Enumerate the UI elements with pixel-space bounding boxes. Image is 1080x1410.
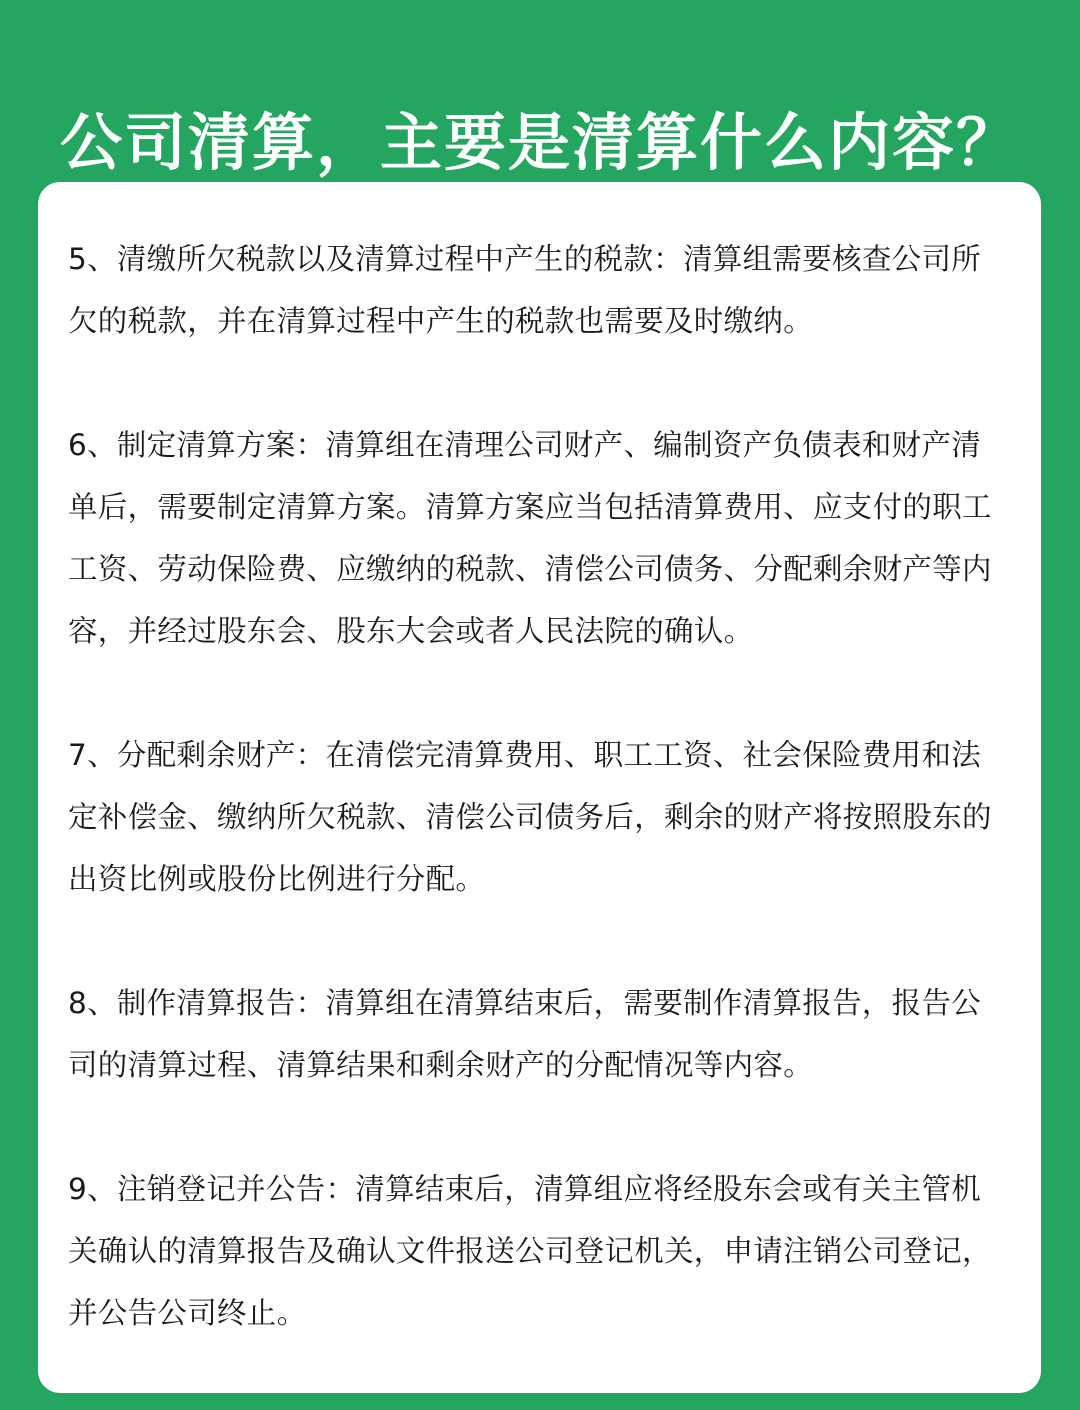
paragraph-item-6: 6、制定清算方案：清算组在清理公司财产、编制资产负债表和财产清单后，需要制定清算方案。清算方案应当包括清算费用、应支付的职工工资、劳动保险费、应缴纳的税款、清偿公司债务、分配剩余财产等内容，并经过股东会、股东大会或者人民法院的确认。 <box>68 428 992 648</box>
paragraph-item-9: 9、注销登记并公告：清算结束后，清算组应将经股东会或有关主管机关确认的清算报告及确认文件报送公司登记机关，申请注销公司登记，并公告公司终止。 <box>68 1172 992 1330</box>
paragraph-item-5: 5、清缴所欠税款以及清算过程中产生的税款：清算组需要核查公司所欠的税款，并在清算过程中产生的税款也需要及时缴纳。 <box>68 242 982 338</box>
paragraph-item-7: 7、分配剩余财产：在清偿完清算费用、职工工资、社会保险费用和法定补偿金、缴纳所欠税款、清偿公司债务后，剩余的财产将按照股东的出资比例或股份比例进行分配。 <box>68 738 992 896</box>
content-card <box>38 182 1041 1393</box>
paragraph-item-8: 8、制作清算报告：清算组在清算结束后，需要制作清算报告，报告公司的清算过程、清算结果和剩余财产的分配情况等内容。 <box>68 986 982 1082</box>
page-title: 公司清算，主要是清算什么内容？ <box>59 105 1020 179</box>
